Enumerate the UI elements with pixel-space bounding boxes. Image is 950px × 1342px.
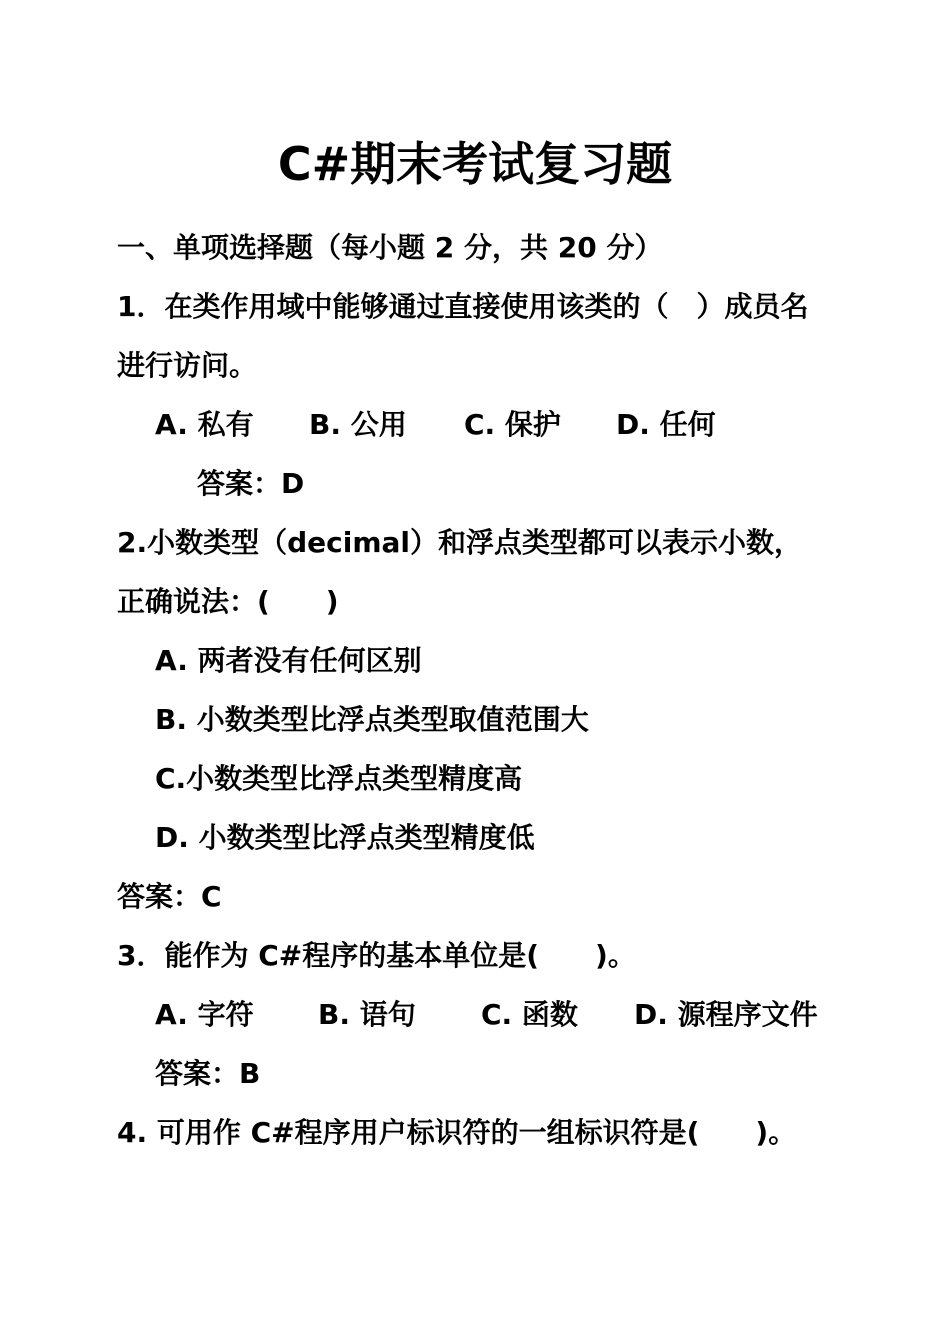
question-3-stem: 3．能作为 C#程序的基本单位是( )。 (117, 939, 636, 972)
question-2-option-a: A. 两者没有任何区别 (155, 644, 422, 677)
question-1-stem-cont: 进行访问。 (117, 349, 258, 382)
question-1-answer: 答案：D (197, 467, 305, 500)
question-4-stem: 4. 可用作 C#程序用户标识符的一组标识符是( )。 (117, 1116, 797, 1149)
question-3-option-c: C. 函数 (481, 998, 578, 1031)
question-3-option-b: B. 语句 (318, 998, 416, 1031)
question-2-answer: 答案：C (117, 880, 222, 913)
question-1-option-d: D. 任何 (616, 408, 716, 441)
question-2-stem: 2.小数类型（decimal）和浮点类型都可以表示小数， (117, 526, 803, 559)
section-heading: 一、单项选择题（每小题 2 分，共 20 分） (117, 231, 663, 264)
question-1-option-b: B. 公用 (309, 408, 407, 441)
question-2-option-c: C.小数类型比浮点类型精度高 (155, 762, 523, 795)
question-2-stem-cont: 正确说法：( ) (117, 585, 339, 618)
question-1-stem: 1．在类作用域中能够通过直接使用该类的（ ）成员名 (117, 290, 809, 323)
document-title: C#期末考试复习题 (277, 137, 673, 191)
question-3-answer: 答案：B (155, 1057, 261, 1090)
question-3-option-d: D. 源程序文件 (634, 998, 818, 1031)
question-2-option-b: B. 小数类型比浮点类型取值范围大 (155, 703, 589, 736)
question-2-option-d: D. 小数类型比浮点类型精度低 (155, 821, 535, 854)
question-1-option-c: C. 保护 (464, 408, 561, 441)
question-1-option-a: A. 私有 (155, 408, 254, 441)
question-3-option-a: A. 字符 (155, 998, 254, 1031)
